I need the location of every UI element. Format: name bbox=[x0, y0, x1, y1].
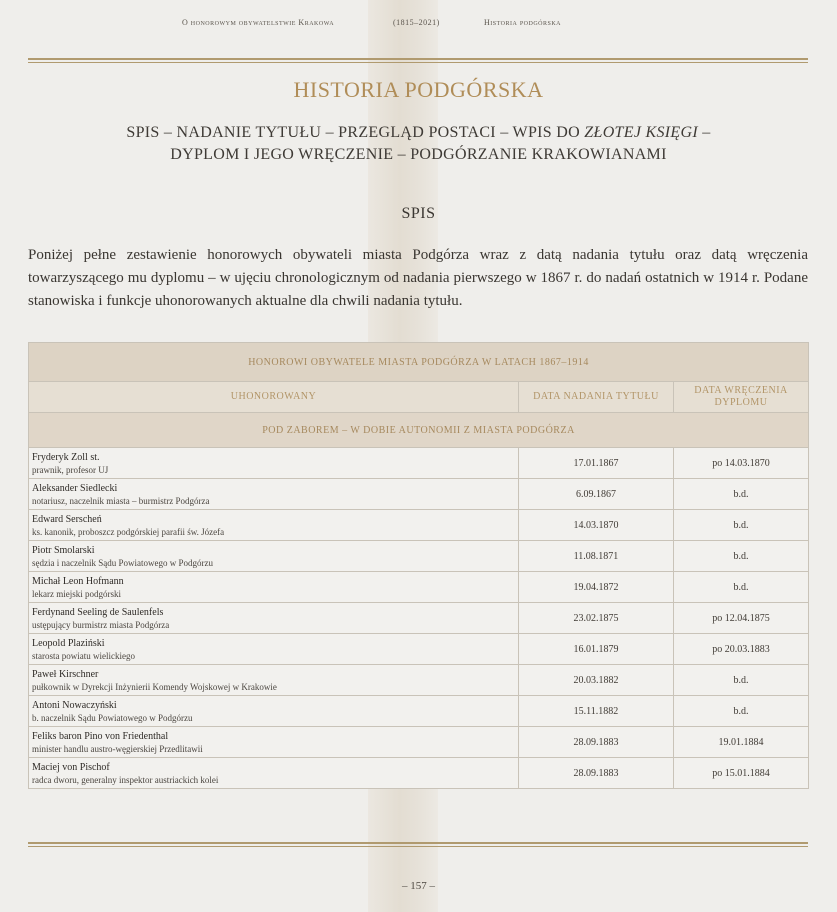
date-presented-cell: po 20.03.1883 bbox=[674, 634, 809, 665]
date-presented-cell: po 15.01.1884 bbox=[674, 758, 809, 789]
table-row bbox=[29, 541, 809, 572]
date-presented-cell: b.d. bbox=[674, 696, 809, 727]
honored-cell bbox=[29, 603, 519, 634]
running-head-right: Historia podgórska bbox=[484, 18, 562, 27]
date-granted-cell: 16.01.1879 bbox=[519, 634, 674, 665]
date-granted-cell: 19.04.1872 bbox=[519, 572, 674, 603]
honored-name: Aleksander Siedlecki bbox=[32, 482, 118, 494]
honored-cell bbox=[29, 696, 519, 727]
date-granted-cell: 17.01.1867 bbox=[519, 448, 674, 479]
honored-cell bbox=[29, 727, 519, 758]
date-granted-cell: 15.11.1882 bbox=[519, 696, 674, 727]
date-presented-cell: b.d. bbox=[674, 510, 809, 541]
honored-role: radca dworu, generalny inspektor austriackich kolei bbox=[32, 774, 219, 785]
date-presented-cell: b.d. bbox=[674, 572, 809, 603]
table-title: HONOROWI OBYWATELE MIASTA PODGÓRZA W LATACH 1867–1914 bbox=[29, 343, 809, 382]
honored-name: Maciej von Pischof bbox=[32, 761, 110, 773]
date-granted-cell: 23.02.1875 bbox=[519, 603, 674, 634]
honored-role: starosta powiatu wielickiego bbox=[32, 650, 135, 661]
column-header-date-presented: DATA WRĘCZENIA DYPLOMU bbox=[674, 382, 809, 413]
honored-role: ustępujący burmistrz miasta Podgórza bbox=[32, 619, 170, 630]
honored-name: Piotr Smolarski bbox=[32, 544, 95, 556]
page-number: – 157 – bbox=[402, 880, 435, 892]
running-head-left: O honorowym obywatelstwie Krakowa bbox=[182, 18, 335, 27]
honored-role: pułkownik w Dyrekcji Inżynierii Komendy Wojskowej w Krakowie bbox=[32, 681, 277, 692]
date-granted-cell: 11.08.1871 bbox=[519, 541, 674, 572]
subtitle-line1-italic: ZŁOTEJ KSIĘGI bbox=[584, 124, 698, 141]
page-title: HISTORIA PODGÓRSKA bbox=[293, 77, 544, 102]
running-head-middle: (1815–2021) bbox=[393, 18, 440, 27]
table-row bbox=[29, 603, 809, 634]
honored-name: Paweł Kirschner bbox=[32, 668, 99, 680]
table-row bbox=[29, 665, 809, 696]
table-row bbox=[29, 696, 809, 727]
date-granted-cell: 6.09.1867 bbox=[519, 479, 674, 510]
table-row bbox=[29, 758, 809, 789]
subtitle-line2: DYPLOM I JEGO WRĘCZENIE – PODGÓRZANIE KRAKOWIANAMI bbox=[170, 146, 667, 163]
honored-cell bbox=[29, 479, 519, 510]
honored-role: minister handlu austro-węgierskiej Przedlitawii bbox=[32, 743, 203, 754]
date-presented-cell: 19.01.1884 bbox=[674, 727, 809, 758]
honored-role: ks. kanonik, proboszcz podgórskiej parafii św. Józefa bbox=[32, 526, 225, 537]
date-presented-cell: b.d. bbox=[674, 541, 809, 572]
table-row bbox=[29, 448, 809, 479]
date-granted-cell: 14.03.1870 bbox=[519, 510, 674, 541]
date-granted-cell: 28.09.1883 bbox=[519, 758, 674, 789]
honored-name: Feliks baron Pino von Friedenthal bbox=[32, 730, 169, 742]
table-row bbox=[29, 727, 809, 758]
honored-name: Michał Leon Hofmann bbox=[32, 575, 124, 587]
honored-name: Fryderyk Zoll st. bbox=[32, 451, 100, 463]
honored-cell bbox=[29, 758, 519, 789]
date-presented-cell: b.d. bbox=[674, 665, 809, 696]
honored-role: b. naczelnik Sądu Powiatowego w Podgórzu bbox=[32, 712, 193, 723]
subtitle bbox=[60, 122, 777, 166]
table-row bbox=[29, 510, 809, 541]
honored-cell bbox=[29, 665, 519, 696]
honored-cell bbox=[29, 541, 519, 572]
intro-paragraph: Poniżej pełne zestawienie honorowych obywateli miasta Podgórza wraz z datą nadania tytułu oraz datą wręczenia towarzyszącego mu dyplomu – w ujęciu chronologicznym od nadania pierwszego w 1867 r. do nadań ostatnich w 1914 r. Podane stanowiska i funkcje uhonorowanych aktualne dla chwili nadania tytułu. bbox=[28, 247, 808, 309]
table-group-header: POD ZABOREM – W DOBIE AUTONOMII Z MIASTA PODGÓRZA bbox=[29, 413, 809, 448]
honored-role: lekarz miejski podgórski bbox=[32, 588, 121, 599]
top-rule bbox=[28, 58, 808, 63]
table-row bbox=[29, 634, 809, 665]
column-header-date-granted: DATA NADANIA TYTUŁU bbox=[519, 382, 674, 413]
honored-name: Leopold Plaziński bbox=[32, 637, 105, 649]
date-presented-cell: po 12.04.1875 bbox=[674, 603, 809, 634]
running-head bbox=[0, 14, 837, 34]
honored-role: prawnik, profesor UJ bbox=[32, 464, 109, 475]
honored-role: notariusz, naczelnik miasta – burmistrz Podgórza bbox=[32, 495, 210, 506]
subtitle-line1-a: SPIS – NADANIE TYTUŁU – PRZEGLĄD POSTACI – WPIS DO bbox=[126, 124, 585, 141]
table-row bbox=[29, 479, 809, 510]
honored-cell bbox=[29, 634, 519, 665]
column-header-honored: UHONOROWANY bbox=[29, 382, 519, 413]
table-row bbox=[29, 572, 809, 603]
date-granted-cell: 28.09.1883 bbox=[519, 727, 674, 758]
date-presented-cell: po 14.03.1870 bbox=[674, 448, 809, 479]
honored-cell bbox=[29, 448, 519, 479]
honorary-citizens-table bbox=[28, 342, 809, 789]
section-heading: SPIS bbox=[401, 205, 436, 222]
honored-name: Ferdynand Seeling de Saulenfels bbox=[32, 606, 164, 618]
honored-cell bbox=[29, 510, 519, 541]
honored-name: Edward Serscheń bbox=[32, 513, 102, 525]
date-presented-cell: b.d. bbox=[674, 479, 809, 510]
bottom-rule bbox=[28, 842, 808, 847]
honored-role: sędzia i naczelnik Sądu Powiatowego w Podgórzu bbox=[32, 557, 213, 568]
date-granted-cell: 20.03.1882 bbox=[519, 665, 674, 696]
honored-name: Antoni Nowaczyński bbox=[32, 699, 117, 711]
subtitle-line1-b: – bbox=[697, 124, 711, 141]
honored-cell bbox=[29, 572, 519, 603]
